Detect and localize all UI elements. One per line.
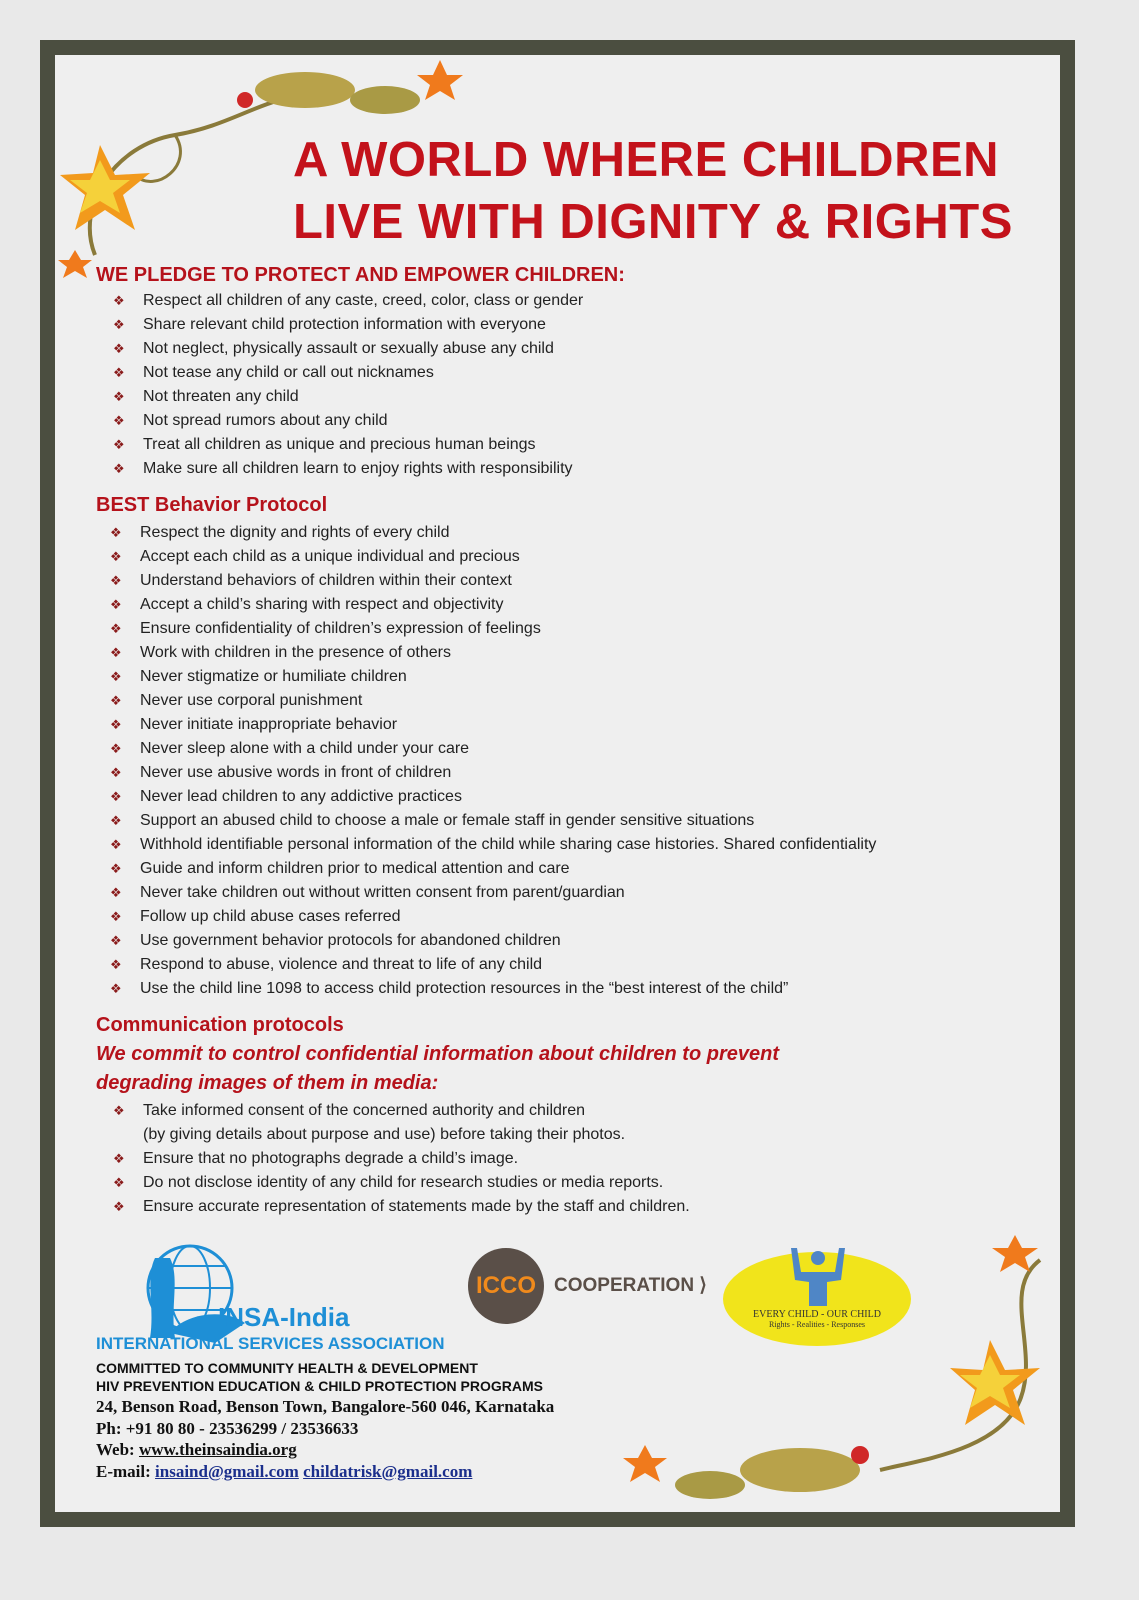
list-item-text: Ensure accurate representation of statements made by the staff and children. bbox=[143, 1198, 690, 1215]
list-item-text: Use the child line 1098 to access child protection resources in the “best interest of the child” bbox=[140, 980, 789, 997]
diamond-bullet-icon: ❖ bbox=[110, 789, 122, 804]
footer-web bbox=[96, 1440, 297, 1460]
list-item-text: Ensure confidentiality of children’s expression of feelings bbox=[140, 620, 541, 637]
diamond-bullet-icon: ❖ bbox=[110, 693, 122, 708]
title-line-1: A WORLD WHERE CHILDREN bbox=[293, 133, 1000, 187]
diamond-bullet-icon: ❖ bbox=[110, 573, 122, 588]
footer-commitment-1: COMMITTED TO COMMUNITY HEALTH & DEVELOPMENT bbox=[96, 1360, 478, 1376]
title-line-2: LIVE WITH DIGNITY & RIGHTS bbox=[293, 195, 1013, 249]
list-item-text: Support an abused child to choose a male or female staff in gender sensitive situations bbox=[140, 812, 755, 829]
list-item-text: Not spread rumors about any child bbox=[143, 412, 388, 429]
raised-arms-figure-icon bbox=[783, 1244, 853, 1306]
diamond-bullet-icon: ❖ bbox=[110, 813, 122, 828]
list-item-text: Share relevant child protection information with everyone bbox=[143, 316, 546, 333]
list-item bbox=[113, 361, 583, 385]
diamond-bullet-icon: ❖ bbox=[113, 293, 125, 308]
icco-cooperation-text: COOPERATION ⟩ bbox=[554, 1275, 707, 1296]
list-item bbox=[110, 665, 876, 689]
list-item-text: Never take children out without written consent from parent/guardian bbox=[140, 884, 625, 901]
diamond-bullet-icon: ❖ bbox=[113, 1103, 125, 1118]
list-item-text: Never stigmatize or humiliate children bbox=[140, 668, 407, 685]
best-behavior-list bbox=[110, 521, 877, 1001]
list-item-text: Accept a child’s sharing with respect and objectivity bbox=[140, 596, 504, 613]
diamond-bullet-icon: ❖ bbox=[110, 645, 122, 660]
list-item-text: Never sleep alone with a child under your care bbox=[140, 740, 470, 757]
list-item bbox=[110, 689, 876, 713]
list-item-text: Guide and inform children prior to medical attention and care bbox=[140, 860, 570, 877]
list-item-text: Treat all children as unique and precious human beings bbox=[143, 436, 536, 453]
diamond-bullet-icon: ❖ bbox=[110, 741, 122, 756]
diamond-bullet-icon: ❖ bbox=[113, 1175, 125, 1190]
footer-address: 24, Benson Road, Benson Town, Bangalore-560 046, Karnataka bbox=[96, 1397, 555, 1416]
icco-logo: ICCO bbox=[468, 1248, 544, 1324]
list-item-text: Take informed consent of the concerned authority and children bbox=[143, 1102, 586, 1119]
diamond-bullet-icon: ❖ bbox=[110, 885, 122, 900]
list-item bbox=[113, 313, 583, 337]
list-item-text: Not neglect, physically assault or sexually abuse any child bbox=[143, 340, 554, 357]
diamond-bullet-icon: ❖ bbox=[110, 765, 122, 780]
list-item bbox=[113, 457, 583, 481]
web-label: Web: bbox=[96, 1440, 139, 1459]
diamond-bullet-icon: ❖ bbox=[110, 957, 122, 972]
diamond-bullet-icon: ❖ bbox=[110, 981, 122, 996]
list-item bbox=[110, 977, 876, 1001]
communication-list bbox=[113, 1099, 690, 1219]
every-child-our-child-logo bbox=[723, 1252, 911, 1346]
list-item-text: Respect all children of any caste, creed, color, class or gender bbox=[143, 292, 584, 309]
email-label: E-mail: bbox=[96, 1462, 156, 1481]
list-item bbox=[113, 1195, 690, 1219]
list-item-text: Not threaten any child bbox=[143, 388, 299, 405]
list-item bbox=[110, 569, 876, 593]
list-item bbox=[113, 1147, 690, 1171]
list-item bbox=[113, 1099, 690, 1147]
list-item-text: Not tease any child or call out nicknames bbox=[143, 364, 434, 381]
list-item bbox=[110, 761, 876, 785]
list-item-text: Make sure all children learn to enjoy rights with responsibility bbox=[143, 460, 573, 477]
diamond-bullet-icon: ❖ bbox=[110, 549, 122, 564]
pledge-list bbox=[113, 289, 584, 481]
list-item bbox=[110, 617, 876, 641]
diamond-bullet-icon: ❖ bbox=[113, 317, 125, 332]
list-item bbox=[110, 881, 876, 905]
footer-phone: Ph: +91 80 80 - 23536299 / 23536633 bbox=[96, 1419, 359, 1438]
list-item bbox=[113, 1171, 690, 1195]
list-item-text: Work with children in the presence of others bbox=[140, 644, 451, 661]
list-item bbox=[110, 521, 876, 545]
list-item-text: Never initiate inappropriate behavior bbox=[140, 716, 398, 733]
diamond-bullet-icon: ❖ bbox=[113, 437, 125, 452]
list-item bbox=[110, 833, 877, 857]
list-item bbox=[110, 785, 876, 809]
list-item-text: Accept each child as a unique individual and precious bbox=[140, 548, 520, 565]
list-item-text: Follow up child abuse cases referred bbox=[140, 908, 401, 925]
list-item bbox=[113, 385, 583, 409]
diamond-bullet-icon: ❖ bbox=[113, 461, 125, 476]
list-item bbox=[110, 929, 876, 953]
list-item-text: Withhold identifiable personal information of the child while sharing case histories. Shared confidentiality bbox=[140, 836, 877, 853]
list-item bbox=[110, 593, 876, 617]
diamond-bullet-icon: ❖ bbox=[110, 861, 122, 876]
list-item-text: Do not disclose identity of any child for research studies or media reports. bbox=[143, 1174, 664, 1191]
list-item bbox=[113, 433, 583, 457]
list-item bbox=[110, 737, 876, 761]
ecoc-tagline: EVERY CHILD - OUR CHILD bbox=[753, 1309, 881, 1320]
list-item bbox=[113, 289, 584, 313]
insa-name: INSA-India bbox=[218, 1302, 350, 1332]
diamond-bullet-icon: ❖ bbox=[110, 669, 122, 684]
diamond-bullet-icon: ❖ bbox=[113, 413, 125, 428]
diamond-bullet-icon: ❖ bbox=[110, 717, 122, 732]
diamond-bullet-icon: ❖ bbox=[113, 1151, 125, 1166]
list-item bbox=[110, 857, 876, 881]
commit-line-1: We commit to control confidential information about children to prevent bbox=[96, 1043, 779, 1065]
pledge-heading: WE PLEDGE TO PROTECT AND EMPOWER CHILDREN: bbox=[96, 264, 625, 286]
list-item-text: Respond to abuse, violence and threat to life of any child bbox=[140, 956, 543, 973]
diamond-bullet-icon: ❖ bbox=[110, 525, 122, 540]
footer-email bbox=[96, 1462, 472, 1482]
list-item bbox=[110, 905, 876, 929]
commit-line-2: degrading images of them in media: bbox=[96, 1072, 439, 1094]
list-item-text: Never use abusive words in front of children bbox=[140, 764, 452, 781]
diamond-bullet-icon: ❖ bbox=[113, 1199, 125, 1214]
list-item bbox=[110, 641, 876, 665]
diamond-bullet-icon: ❖ bbox=[110, 933, 122, 948]
list-item bbox=[110, 713, 876, 737]
diamond-bullet-icon: ❖ bbox=[113, 389, 125, 404]
insa-full-name: INTERNATIONAL SERVICES ASSOCIATION bbox=[96, 1334, 445, 1353]
email-link-insaind[interactable]: insaind@gmail.com bbox=[155, 1462, 299, 1481]
list-item bbox=[110, 545, 876, 569]
list-item-text: Understand behaviors of children within their context bbox=[140, 572, 512, 589]
email-link-childatrisk[interactable]: childatrisk@gmail.com bbox=[303, 1462, 473, 1481]
best-heading: BEST Behavior Protocol bbox=[96, 494, 328, 516]
diamond-bullet-icon: ❖ bbox=[113, 341, 125, 356]
ecoc-subtagline: Rights - Realities - Responses bbox=[769, 1320, 865, 1329]
footer-commitment-2: HIV PREVENTION EDUCATION & CHILD PROTECTION PROGRAMS bbox=[96, 1378, 543, 1394]
diamond-bullet-icon: ❖ bbox=[110, 909, 122, 924]
list-item-text: Never lead children to any addictive practices bbox=[140, 788, 462, 805]
diamond-bullet-icon: ❖ bbox=[113, 365, 125, 380]
website-link[interactable]: www.theinsaindia.org bbox=[138, 1440, 297, 1459]
list-item-continuation: (by giving details about purpose and use) before taking their photos. bbox=[143, 1126, 626, 1143]
list-item bbox=[110, 953, 876, 977]
diamond-bullet-icon: ❖ bbox=[110, 621, 122, 636]
list-item bbox=[110, 809, 876, 833]
list-item-text: Use government behavior protocols for abandoned children bbox=[140, 932, 561, 949]
list-item bbox=[113, 409, 583, 433]
list-item bbox=[113, 337, 583, 361]
list-item-text: Respect the dignity and rights of every child bbox=[140, 524, 450, 541]
diamond-bullet-icon: ❖ bbox=[110, 837, 122, 852]
list-item-text: Ensure that no photographs degrade a child’s image. bbox=[143, 1150, 519, 1167]
diamond-bullet-icon: ❖ bbox=[110, 597, 122, 612]
communication-heading: Communication protocols bbox=[96, 1014, 344, 1036]
list-item-text: Never use corporal punishment bbox=[140, 692, 363, 709]
